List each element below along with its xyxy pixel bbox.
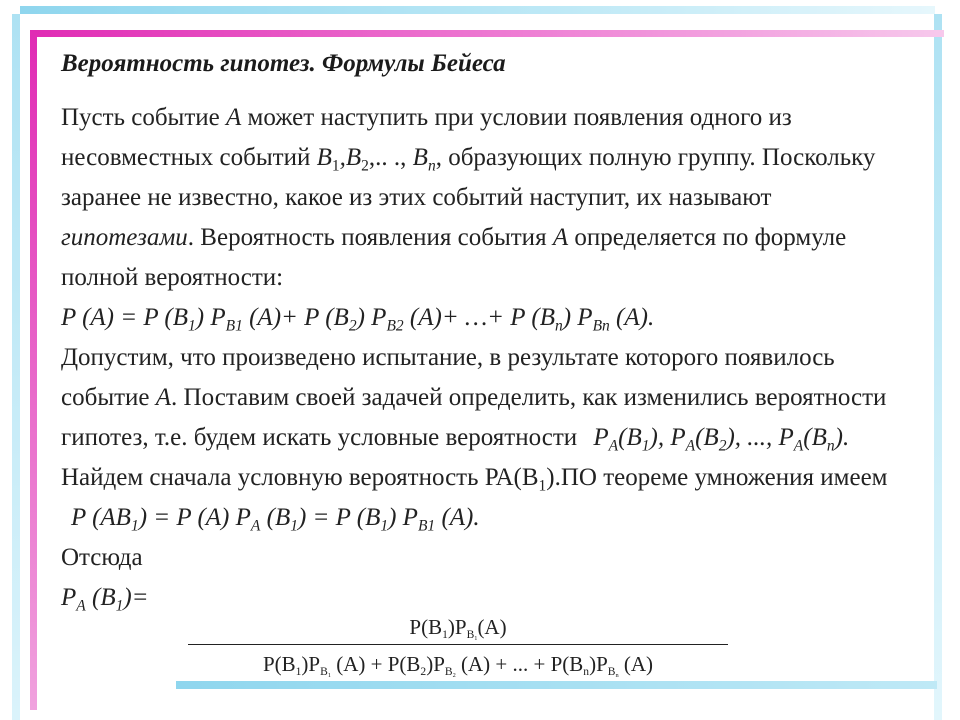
decorative-bar-top-pink	[30, 30, 944, 37]
math: ) P	[562, 304, 593, 331]
math-subscript	[467, 629, 478, 641]
math: (A) + ... + P(B	[455, 652, 584, 676]
math-subscript: 1	[115, 597, 124, 615]
math-subscript: 1	[538, 477, 547, 495]
math-subscript	[608, 666, 619, 678]
slide-body-text	[61, 98, 910, 618]
math: (A)+ P (B	[242, 304, 349, 331]
math-subscript: Bn	[592, 317, 610, 335]
math-subscript: 2	[420, 666, 427, 679]
math: (A)	[618, 652, 654, 676]
math-subscript: 2	[348, 317, 357, 335]
math: (B	[260, 504, 291, 531]
math-subscript: n	[826, 437, 835, 455]
body-text: Отсюда	[61, 544, 143, 571]
math: B	[412, 144, 428, 171]
math: ) P	[356, 304, 387, 331]
math: ) P	[388, 504, 418, 531]
total-probability-formula	[61, 304, 655, 335]
bayes-fraction	[188, 612, 728, 680]
math: )=	[123, 584, 149, 611]
decorative-bar-left-pink	[30, 30, 37, 710]
math-subscript: A	[76, 597, 86, 615]
math-subscript: B1	[417, 517, 436, 535]
math: P (A) = P (B	[61, 304, 189, 331]
math: )P	[447, 615, 467, 639]
event-symbol: A	[552, 224, 569, 251]
math: )P	[426, 652, 445, 676]
body-text: . Поставим своей задачей определить, как изменились вероятности гипотез, т.е. будем искать условные вероятности	[61, 384, 887, 451]
math-subscript: 1	[380, 517, 389, 535]
math-subscript: 1	[641, 437, 650, 455]
math: (A).	[609, 304, 655, 331]
math: ), ..., P	[726, 424, 794, 451]
body-text: ).ПО теореме умножения имеем	[546, 464, 888, 491]
math: (A) + P(B	[330, 652, 421, 676]
math-subscript: 1	[188, 317, 196, 335]
math-subsubscript: 2	[452, 672, 456, 680]
math-subscript: n	[583, 666, 590, 679]
body-text: , образующих полную группу. Поскольку заранее не известно, какое из этих событий наступит, их называют	[61, 144, 876, 211]
decorative-bar-bottom-cyan	[176, 681, 937, 689]
math-subscript: A	[793, 437, 804, 455]
math-subscript: A	[250, 517, 261, 535]
math: ,B	[339, 144, 362, 171]
math-subscript-letter: B	[320, 666, 328, 679]
math-subscript: 1	[331, 157, 340, 175]
math: ).	[834, 424, 850, 451]
math-subscript: 1	[130, 517, 139, 535]
math-subscript: n	[427, 157, 436, 175]
math-subscript: 1	[442, 629, 448, 642]
body-text: . Вероятность появления события	[187, 224, 553, 251]
event-symbol: A	[226, 104, 242, 131]
multiplication-formula	[71, 504, 480, 535]
math: )P	[301, 652, 321, 676]
decorative-bar-left-cyan	[12, 14, 20, 720]
math-subscript: n	[554, 317, 563, 335]
math-subsubscript: 1	[327, 672, 331, 680]
math-subsubscript: n	[615, 672, 619, 680]
math: P (AB	[71, 504, 131, 531]
math: ,.. .,	[368, 144, 413, 171]
math: P(B	[262, 652, 296, 676]
math: ) P	[195, 304, 226, 331]
math: B	[316, 144, 332, 171]
math-subsubscript: 1	[474, 635, 478, 643]
math-subscript: 1	[295, 666, 302, 679]
math-subscript: 2	[718, 437, 727, 455]
body-text: Найдем сначала условную вероятность РА(В	[61, 464, 539, 491]
math: P	[593, 424, 609, 451]
math-subscript: A	[685, 437, 696, 455]
math-subscript-letter: B	[444, 666, 453, 679]
math-subscript: 1	[290, 517, 298, 535]
body-text: может наступить при условии появления одного из несовместных событий	[61, 104, 792, 171]
math: P	[61, 584, 77, 611]
math-subscript	[320, 666, 331, 678]
body-text: Допустим, что произведено испытание, в результате которого появилось событие	[61, 344, 835, 411]
math-subscript: B1	[225, 317, 243, 335]
math: (B	[803, 424, 827, 451]
event-symbol: A	[155, 384, 172, 411]
math-subscript: B2	[386, 317, 404, 335]
math: (B	[695, 424, 719, 451]
math-subscript-letter: B	[466, 629, 475, 642]
body-text: Пусть событие	[61, 104, 226, 131]
decorative-bar-top-cyan	[20, 6, 935, 14]
emphasis-term: гипотезами	[61, 224, 188, 251]
math-subscript: 2	[361, 157, 369, 175]
decorative-bar-right-cyan	[934, 14, 942, 720]
math: (B	[618, 424, 642, 451]
math: )P	[589, 652, 608, 676]
math: ) = P (A) P	[138, 504, 251, 531]
math: (A)	[477, 615, 507, 639]
bayes-formula-lhs	[61, 584, 149, 615]
math-subscript: A	[608, 437, 619, 455]
bayes-numerator	[188, 612, 728, 644]
slide-title: Вероятность гипотез. Формулы Бейеса	[61, 50, 506, 77]
bayes-denominator	[188, 645, 728, 680]
math: ) = P (B	[297, 504, 381, 531]
math: (A).	[435, 504, 480, 531]
math-subscript-letter: B	[607, 666, 616, 679]
math: ), P	[649, 424, 686, 451]
math: (B	[85, 584, 116, 611]
body-text: определяется по формуле полной вероятности:	[61, 224, 847, 291]
math: (A)+ …+ P (B	[403, 304, 555, 331]
conditional-probabilities-list	[593, 424, 850, 455]
math: P(B	[409, 615, 443, 639]
math-subscript	[445, 666, 456, 678]
